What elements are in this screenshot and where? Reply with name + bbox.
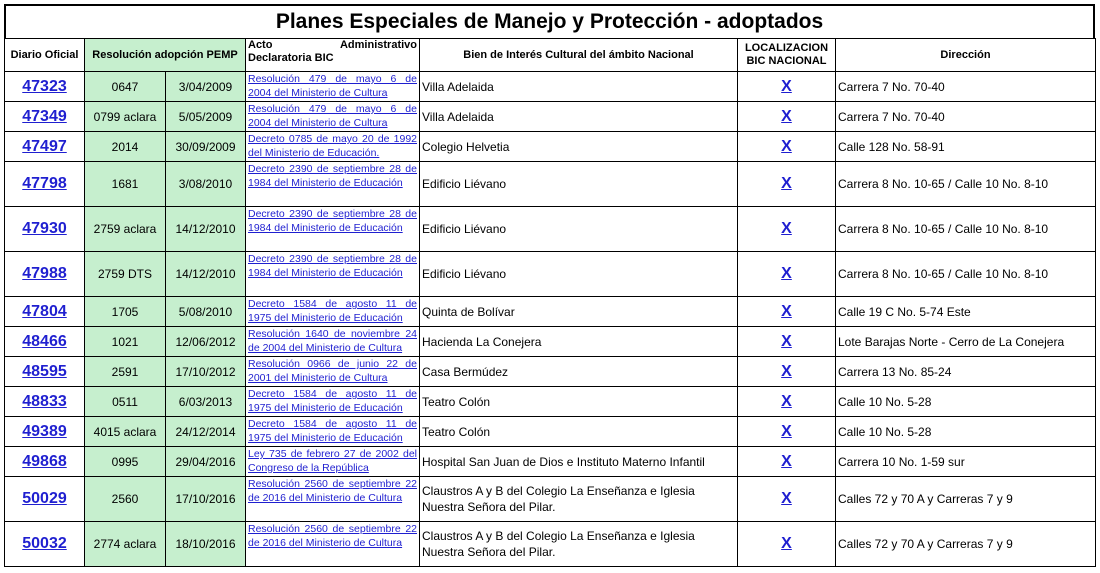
localizacion-link[interactable]: X [781, 422, 792, 440]
acto-link-line2[interactable]: 1975 del Ministerio de Educación [248, 312, 403, 324]
table-row [5, 297, 1096, 327]
fecha-cell: 6/03/2013 [166, 387, 246, 417]
localizacion-cell [738, 387, 836, 417]
resolucion-cell: 0799 aclara [85, 102, 166, 132]
resolucion-cell: 2014 [85, 132, 166, 162]
bien-cell: Hacienda La Conejera [420, 327, 738, 357]
acto-link-line2[interactable]: 1984 del Ministerio de Educación [248, 177, 403, 189]
diario-cell [5, 162, 85, 207]
col-header-localizacion [738, 39, 836, 72]
fecha-cell: 3/04/2009 [166, 72, 246, 102]
fecha-cell: 14/12/2010 [166, 207, 246, 252]
acto-link-line2[interactable]: 1984 del Ministerio de Educación [248, 267, 403, 279]
acto-cell [246, 357, 420, 387]
table-row [5, 417, 1096, 447]
col-header-loc-line1: LOCALIZACION [744, 42, 829, 54]
fecha-cell: 5/08/2010 [166, 297, 246, 327]
direccion-cell: Carrera 8 No. 10-65 / Calle 10 No. 8-10 [836, 252, 1096, 297]
acto-link-line1[interactable]: Decreto 1584 de agosto 11 de [248, 388, 417, 400]
fecha-cell: 24/12/2014 [166, 417, 246, 447]
diario-cell [5, 387, 85, 417]
resolucion-cell: 0511 [85, 387, 166, 417]
col-header-direccion: Dirección [836, 39, 1096, 72]
table-row [5, 102, 1096, 132]
localizacion-link[interactable]: X [781, 490, 792, 507]
fecha-cell: 18/10/2016 [166, 522, 246, 567]
direccion-cell: Calle 19 C No. 5-74 Este [836, 297, 1096, 327]
acto-link-line2[interactable]: del Ministerio de Educación. [248, 147, 380, 159]
bien-cell: Edificio Liévano [420, 207, 738, 252]
resolucion-cell: 2591 [85, 357, 166, 387]
bien-cell: Colegio Helvetia [420, 132, 738, 162]
diario-link[interactable]: 48833 [22, 392, 67, 410]
header-row [5, 39, 1096, 72]
acto-link-line1[interactable]: Decreto 2390 de septiembre 28 de [248, 253, 417, 265]
resolucion-cell: 2759 DTS [85, 252, 166, 297]
diario-link[interactable]: 50032 [22, 535, 67, 552]
acto-link-line1[interactable]: Decreto 0785 de mayo 20 de 1992 [248, 133, 417, 145]
diario-cell [5, 417, 85, 447]
acto-link-line2[interactable]: de 2016 del Ministerio de Cultura [248, 492, 403, 504]
table-row [5, 252, 1096, 297]
bien-cell: Teatro Colón [420, 387, 738, 417]
direccion-cell: Lote Barajas Norte - Cerro de La Conejera [836, 327, 1096, 357]
col-header-acto-word1: Acto [248, 39, 273, 51]
col-header-acto-word2: Administrativo [339, 39, 417, 51]
acto-cell [246, 72, 420, 102]
acto-link-line1[interactable]: Decreto 1584 de agosto 11 de [248, 418, 417, 430]
acto-link-line1[interactable]: Resolución 2560 de septiembre 22 [248, 523, 417, 535]
acto-link-line2[interactable]: 2004 del Ministerio de Cultura [248, 117, 388, 129]
direccion-cell: Calle 10 No. 5-28 [836, 387, 1096, 417]
col-header-acto-line2: Declaratoria BIC [248, 52, 334, 64]
diario-cell [5, 522, 85, 567]
bien-cell: Villa Adelaida [420, 72, 738, 102]
acto-link-line2[interactable]: 2004 del Ministerio de Cultura [248, 87, 388, 99]
direccion-cell: Carrera 8 No. 10-65 / Calle 10 No. 8-10 [836, 207, 1096, 252]
table-row [5, 447, 1096, 477]
localizacion-link[interactable]: X [781, 137, 792, 155]
localizacion-cell [738, 102, 836, 132]
localizacion-cell [738, 72, 836, 102]
col-header-diario: Diario Oficial [5, 39, 85, 72]
diario-link[interactable]: 47798 [22, 175, 67, 192]
localizacion-cell [738, 297, 836, 327]
acto-cell [246, 252, 420, 297]
acto-cell [246, 207, 420, 252]
col-header-acto [246, 39, 420, 72]
diario-cell [5, 207, 85, 252]
resolucion-cell: 2759 aclara [85, 207, 166, 252]
table-row [5, 477, 1096, 522]
diario-cell [5, 327, 85, 357]
table-row [5, 72, 1096, 102]
acto-link-line2[interactable]: Congreso de la República [248, 462, 369, 474]
col-header-resolucion: Resolución adopción PEMP [85, 39, 246, 72]
diario-link[interactable]: 47323 [22, 77, 67, 95]
diario-cell [5, 297, 85, 327]
localizacion-cell [738, 162, 836, 207]
diario-link[interactable]: 47804 [22, 302, 67, 320]
resolucion-cell: 2560 [85, 477, 166, 522]
resolucion-cell: 1021 [85, 327, 166, 357]
diario-link[interactable]: 48466 [22, 332, 67, 350]
direccion-cell: Carrera 7 No. 70-40 [836, 72, 1096, 102]
resolucion-cell: 4015 aclara [85, 417, 166, 447]
acto-link-line1[interactable]: Ley 735 de febrero 27 de 2002 del [248, 448, 417, 460]
direccion-cell: Carrera 8 No. 10-65 / Calle 10 No. 8-10 [836, 162, 1096, 207]
direccion-cell: Calles 72 y 70 A y Carreras 7 y 9 [836, 522, 1096, 567]
localizacion-cell [738, 522, 836, 567]
localizacion-link[interactable]: X [781, 175, 792, 192]
pemp-sheet [4, 4, 1095, 567]
direccion-cell: Calle 10 No. 5-28 [836, 417, 1096, 447]
resolucion-cell: 1681 [85, 162, 166, 207]
direccion-cell: Carrera 10 No. 1-59 sur [836, 447, 1096, 477]
acto-cell [246, 447, 420, 477]
acto-link-line1[interactable]: Decreto 2390 de septiembre 28 de [248, 208, 417, 220]
table-row [5, 162, 1096, 207]
fecha-cell: 29/04/2016 [166, 447, 246, 477]
pemp-table [4, 38, 1096, 567]
table-row [5, 387, 1096, 417]
diario-link[interactable]: 48595 [22, 362, 67, 380]
bien-cell: Teatro Colón [420, 417, 738, 447]
diario-cell [5, 72, 85, 102]
table-row [5, 327, 1096, 357]
direccion-cell: Calles 72 y 70 A y Carreras 7 y 9 [836, 477, 1096, 522]
localizacion-link[interactable]: X [781, 392, 792, 410]
acto-link-line2[interactable]: de 2004 del Ministerio de Cultura [248, 342, 403, 354]
diario-link[interactable]: 47349 [22, 107, 67, 125]
localizacion-cell [738, 477, 836, 522]
bien-cell: Claustros A y B del Colegio La Enseñanza e Iglesia Nuestra Señora del Pilar. [420, 522, 738, 567]
localizacion-link[interactable]: X [781, 107, 792, 125]
localizacion-cell [738, 417, 836, 447]
diario-cell [5, 357, 85, 387]
acto-cell [246, 387, 420, 417]
diario-cell [5, 102, 85, 132]
acto-link-line1[interactable]: Decreto 2390 de septiembre 28 de [248, 163, 417, 175]
table-row [5, 207, 1096, 252]
acto-link-line2[interactable]: de 2016 del Ministerio de Cultura [248, 537, 403, 549]
resolucion-cell: 2774 aclara [85, 522, 166, 567]
col-header-loc-line2: BIC NACIONAL [746, 55, 827, 67]
localizacion-cell [738, 207, 836, 252]
localizacion-link[interactable]: X [781, 220, 792, 237]
acto-link-line1[interactable]: Resolución 1640 de noviembre 24 [248, 328, 417, 340]
page-title: Planes Especiales de Manejo y Protección - adoptados [4, 4, 1095, 38]
localizacion-cell [738, 357, 836, 387]
table-row [5, 132, 1096, 162]
acto-cell [246, 132, 420, 162]
acto-cell [246, 417, 420, 447]
localizacion-link[interactable]: X [781, 302, 792, 320]
diario-cell [5, 132, 85, 162]
diario-cell [5, 252, 85, 297]
diario-link[interactable]: 49389 [22, 422, 67, 440]
localizacion-link[interactable]: X [781, 332, 792, 350]
table-row [5, 522, 1096, 567]
localizacion-cell [738, 447, 836, 477]
acto-link-line2[interactable]: 2001 del Ministerio de Cultura [248, 372, 388, 384]
bien-cell: Casa Bermúdez [420, 357, 738, 387]
direccion-cell: Carrera 7 No. 70-40 [836, 102, 1096, 132]
diario-cell [5, 477, 85, 522]
fecha-cell: 17/10/2012 [166, 357, 246, 387]
localizacion-link[interactable]: X [781, 452, 792, 470]
bien-cell: Quinta de Bolívar [420, 297, 738, 327]
acto-cell [246, 297, 420, 327]
bien-cell: Edificio Liévano [420, 252, 738, 297]
table-row [5, 357, 1096, 387]
fecha-cell: 3/08/2010 [166, 162, 246, 207]
bien-cell: Hospital San Juan de Dios e Instituto Materno Infantil [420, 447, 738, 477]
localizacion-cell [738, 132, 836, 162]
localizacion-cell [738, 252, 836, 297]
diario-link[interactable]: 50029 [22, 490, 67, 507]
bien-cell: Villa Adelaida [420, 102, 738, 132]
bien-cell: Claustros A y B del Colegio La Enseñanza e Iglesia Nuestra Señora del Pilar. [420, 477, 738, 522]
acto-cell [246, 327, 420, 357]
localizacion-link[interactable]: X [781, 77, 792, 95]
acto-cell [246, 102, 420, 132]
fecha-cell: 12/06/2012 [166, 327, 246, 357]
fecha-cell: 17/10/2016 [166, 477, 246, 522]
acto-link-line1[interactable]: Resolución 479 de mayo 6 de [248, 73, 417, 85]
fecha-cell: 14/12/2010 [166, 252, 246, 297]
acto-cell [246, 522, 420, 567]
resolucion-cell: 0995 [85, 447, 166, 477]
col-header-bien: Bien de Interés Cultural del ámbito Nacional [420, 39, 738, 72]
direccion-cell: Carrera 13 No. 85-24 [836, 357, 1096, 387]
localizacion-cell [738, 327, 836, 357]
acto-link-line2[interactable]: 1975 del Ministerio de Educación [248, 402, 403, 414]
acto-cell [246, 162, 420, 207]
acto-link-line2[interactable]: 1984 del Ministerio de Educación [248, 222, 403, 234]
fecha-cell: 30/09/2009 [166, 132, 246, 162]
acto-cell [246, 477, 420, 522]
diario-cell [5, 447, 85, 477]
acto-link-line1[interactable]: Resolución 479 de mayo 6 de [248, 103, 417, 115]
acto-link-line1[interactable]: Decreto 1584 de agosto 11 de [248, 298, 417, 310]
bien-cell: Edificio Liévano [420, 162, 738, 207]
localizacion-link[interactable]: X [781, 362, 792, 380]
acto-link-line1[interactable]: Resolución 0966 de junio 22 de [248, 358, 417, 370]
diario-link[interactable]: 47988 [22, 265, 67, 282]
diario-link[interactable]: 47497 [22, 137, 67, 155]
acto-link-line1[interactable]: Resolución 2560 de septiembre 22 [248, 478, 417, 490]
localizacion-link[interactable]: X [781, 265, 792, 282]
diario-link[interactable]: 49868 [22, 452, 67, 470]
acto-link-line2[interactable]: 1975 del Ministerio de Educación [248, 432, 403, 444]
direccion-cell: Calle 128 No. 58-91 [836, 132, 1096, 162]
fecha-cell: 5/05/2009 [166, 102, 246, 132]
localizacion-link[interactable]: X [781, 535, 792, 552]
resolucion-cell: 1705 [85, 297, 166, 327]
resolucion-cell: 0647 [85, 72, 166, 102]
diario-link[interactable]: 47930 [22, 220, 67, 237]
